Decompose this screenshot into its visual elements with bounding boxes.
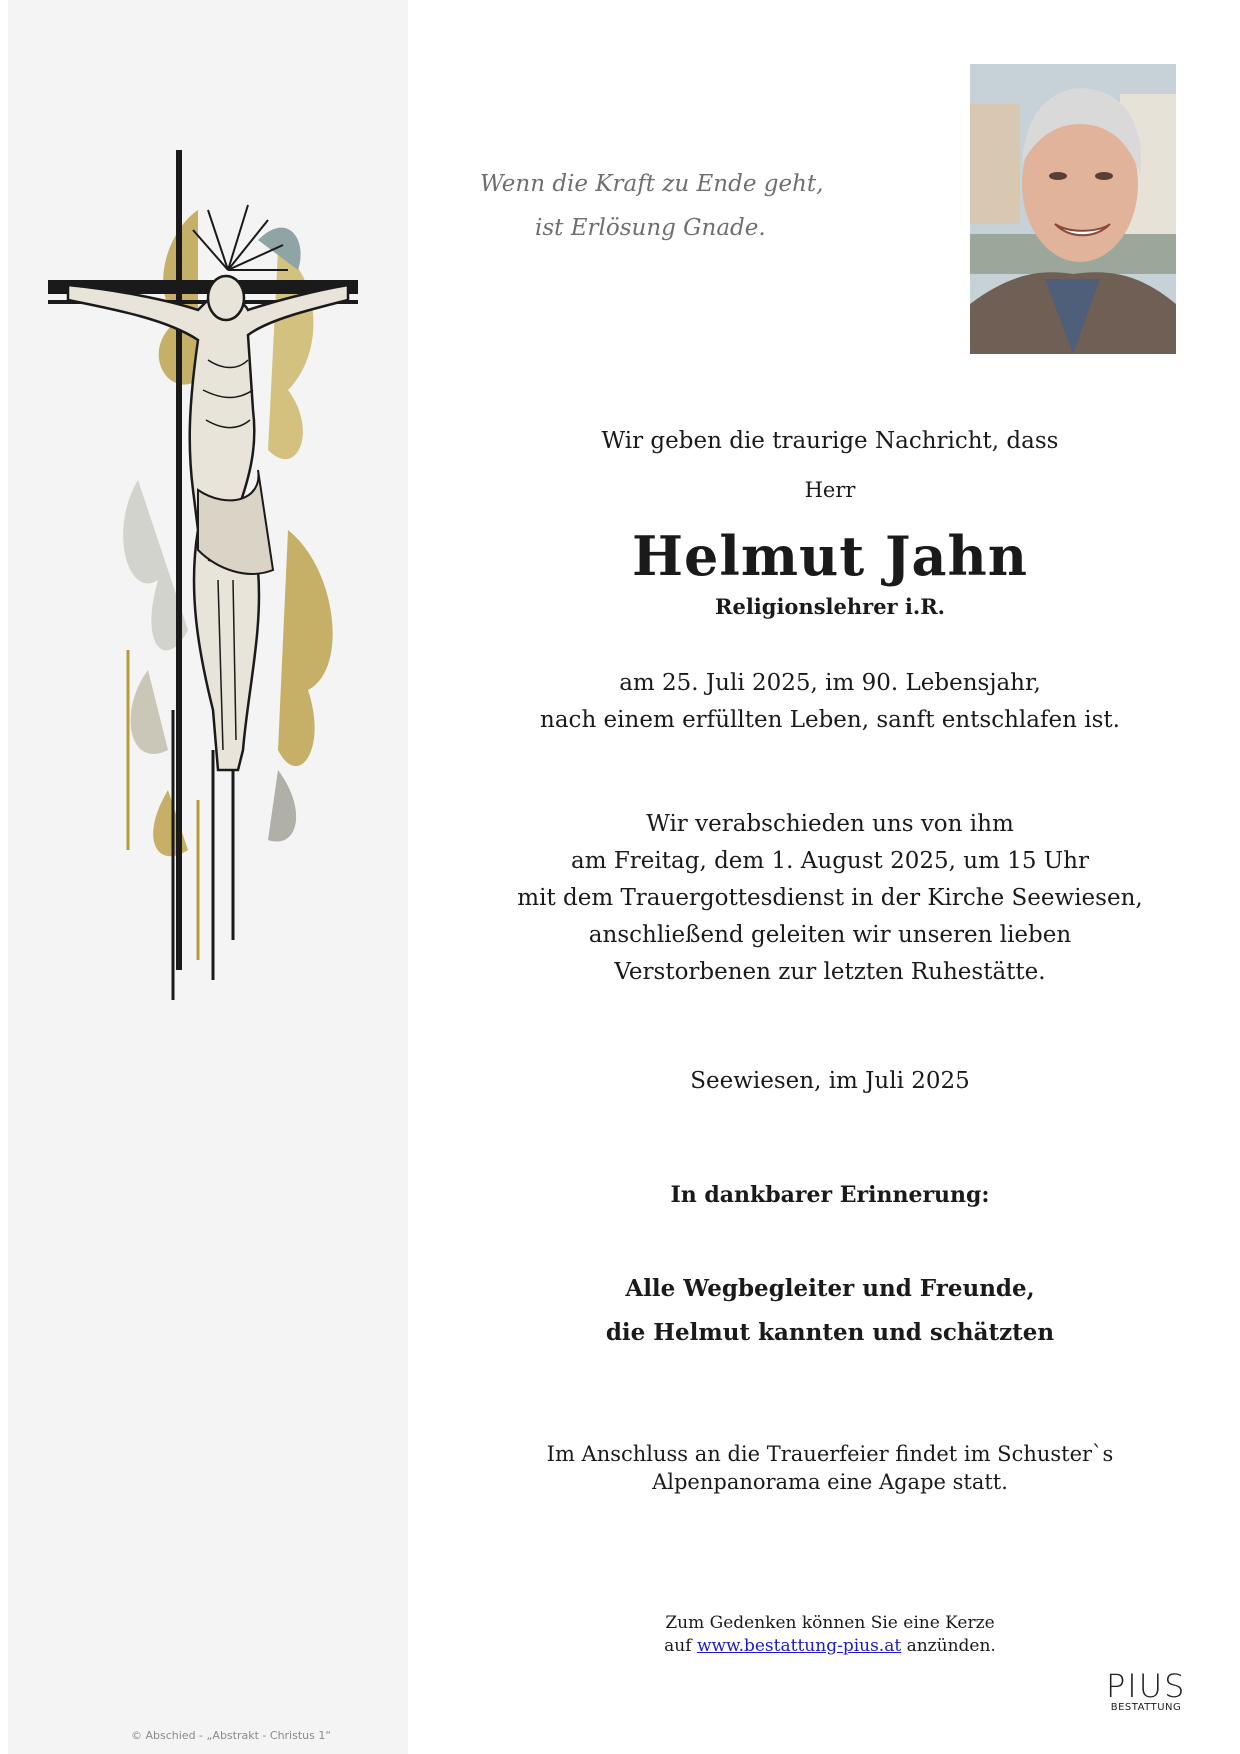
logo-subtitle: BESTATTUNG bbox=[1110, 1702, 1182, 1713]
text-line: mit dem Trauergottesdienst in der Kirche Seewiesen, bbox=[517, 885, 1143, 911]
text-line: Alpenpanorama eine Agape statt. bbox=[652, 1470, 1008, 1494]
quote-line: Wenn die Kraft zu Ende geht, bbox=[480, 171, 824, 197]
logo-word: PIUS bbox=[1106, 1667, 1187, 1705]
deceased-name: Helmut Jahn bbox=[631, 524, 1029, 588]
service-block bbox=[480, 806, 1180, 991]
text-line: Verstorbenen zur letzten Ruhestätte. bbox=[614, 959, 1046, 985]
text-line: anschließend geleiten wir unseren lieben bbox=[588, 922, 1072, 948]
pius-logo bbox=[1106, 1667, 1187, 1713]
text-line: nach einem erfüllten Leben, sanft entschlafen ist. bbox=[540, 707, 1120, 733]
text-line: am Freitag, dem 1. August 2025, um 15 Uhr bbox=[571, 848, 1089, 874]
portrait-photo bbox=[970, 64, 1176, 354]
place-date: Seewiesen, im Juli 2025 bbox=[690, 1068, 970, 1094]
candle-website-link[interactable]: www.bestattung-pius.at bbox=[696, 1636, 902, 1656]
text-fragment: anzünden. bbox=[906, 1636, 996, 1656]
memory-heading: In dankbarer Erinnerung: bbox=[670, 1182, 990, 1208]
text-line: die Helmut kannten und schätzten bbox=[605, 1319, 1055, 1346]
intro-line: Wir geben die traurige Nachricht, dass bbox=[601, 428, 1059, 454]
quote bbox=[480, 162, 900, 250]
candle-note bbox=[480, 1612, 1180, 1658]
text-line: am 25. Juli 2025, im 90. Lebensjahr, bbox=[619, 670, 1041, 696]
artwork-credit: © Abschied - „Abstrakt - Christus 1“ bbox=[131, 1729, 332, 1742]
deceased-title: Religionslehrer i.R. bbox=[715, 594, 945, 619]
mourners bbox=[480, 1267, 1180, 1355]
text-line: Zum Gedenken können Sie eine Kerze bbox=[665, 1613, 995, 1633]
text-line: Wir verabschieden uns von ihm bbox=[646, 811, 1014, 837]
reception-note bbox=[480, 1440, 1180, 1496]
text-line: Im Anschluss an die Trauerfeier findet im Schuster`s bbox=[546, 1442, 1114, 1466]
text-fragment: auf bbox=[664, 1636, 692, 1656]
side-panel bbox=[8, 0, 408, 1754]
crucifix-artwork bbox=[48, 150, 408, 1000]
quote-line: ist Erlösung Gnade. bbox=[535, 215, 766, 241]
text-line: Alle Wegbegleiter und Freunde, bbox=[625, 1275, 1035, 1302]
honorific: Herr bbox=[804, 478, 856, 502]
death-date-block bbox=[480, 665, 1180, 739]
text-line bbox=[480, 1635, 1180, 1658]
